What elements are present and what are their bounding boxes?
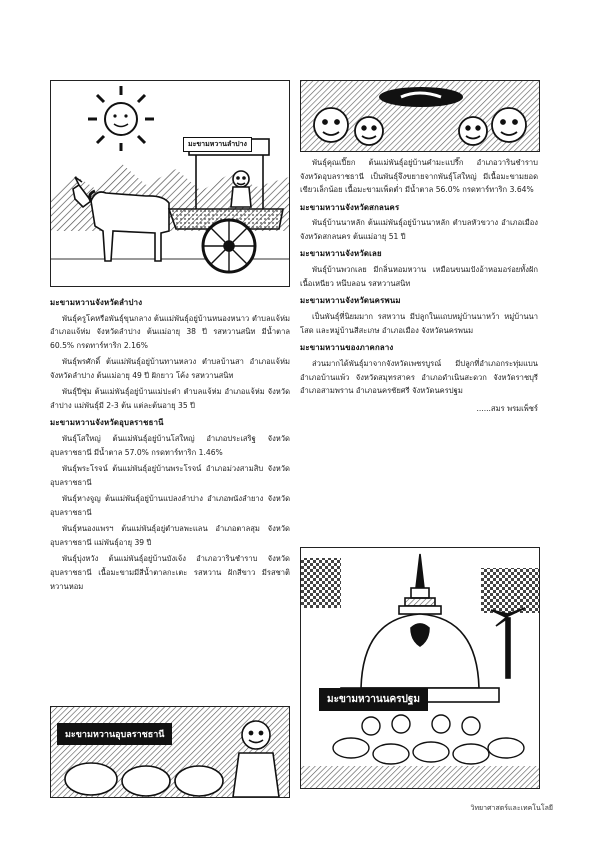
ubon-drawing [51,707,289,797]
section-heading: มะขามหวานจังหวัดอุบลราชธานี [50,418,164,428]
paragraph: พันธุ์บ้านพวกเลย มีกลิ่นหอมหวาน เหมือนขนมปังอ้าหอมอร่อยทั้งฝัก เนื้อเหนียว หนึบลอน รสหวานสนิท [300,265,538,288]
illustration-smiling-faces [300,80,540,152]
sun-icon [88,86,154,151]
paragraph: พันธุ์พรศักดิ์ ต้นแม่พันธุ์อยู่บ้านทานหลวง ตำบลบ้านสา อำเภอแจ้ห่ม จังหวัดลำปาง ต้นแม่อายุ 49 ปี ฝักยาว โค้ง รสหวานสนิท [50,357,290,380]
paragraph: ส่วนมากได้พันธุ์มาจากจังหวัดเพชรบูรณ์ มีปลูกที่อำเภอกระทุ่มแบน อำเภอบ้านแพ้ว จังหวัดสมุทรสาคร อำเภอดำเนินสะดวก จังหวัดราชบุรี อำเภอสามพราน อำเภอนครชัยศรี จังหวัดนครปฐม [300,359,538,396]
paragraph: พันธุ์หนองแพรฯ ต้นแม่พันธุ์อยู่ตำบลพะแลน อำเภอตาลสุม จังหวัดอุบลราชธานี แม่พันธุ์อายุ 39 ปี [50,524,290,547]
right-column [300,156,538,415]
section-heading: มะขามหวานจังหวัดลำปาง [50,298,143,307]
section-heading: มะขามหวานจังหวัดเลย [300,249,382,259]
paragraph: เป็นพันธุ์ที่นิยมมาก รสหวาน มีปลูกในแถบหมู่บ้านนาหว้า หมู่บ้านนาโสด และหมู่บ้านสีสะเกษ อำเภอเมือง จังหวัดนครพนม [300,312,538,335]
illustration-lampang-cart [50,80,290,287]
section-heading: มะขามหวานจังหวัดนครพนม [300,296,401,306]
horse-cart-drawing [51,81,289,286]
illustration-nakhon-pathom-stupa [300,547,540,789]
stupa-drawing [301,548,539,788]
paragraph: พันธุ์ครูโคหรือพันธุ์ขุนกลาง ต้นแม่พันธุ์อยู่บ้านหนองหนาว ตำบลแจ้ห่ม อำเภอแจ้ห่ม จังหวัดลำปาง ต้นแม่อายุ 38 ปี รสหวานสนิท มีน้ำตาล 60.5% กรดทาร์ทาริก 2.16% [50,313,290,350]
paragraph: พันธุ์บ้านนาหลัก ต้นแม่พันธุ์อยู่บ้านนาหลัก ตำบลหัวขวาง อำเภอเมือง จังหวัดสกลนคร ต้นแม่อายุ 51 ปี [300,218,538,241]
author-signature: ......สมร พรมเพ็ชร์ [476,403,538,413]
section-heading: มะขามหวานของภาคกลาง [300,343,394,353]
section-heading: มะขามหวานจังหวัดสกลนคร [300,202,400,212]
paragraph: พันธุ์บุ่งหวัง ต้นแม่พันธุ์อยู่บ้านบังเจ้ง อำเภอวารินชำราบ จังหวัดอุบลราชธานี เนื้อมะขามมีสีน้ำตาลกะเตะ รสหวาน ฝักสีขาว มีรสชาติหวานหอม [50,554,290,591]
paragraph: พันธุ์โสใหญ่ ต้นแม่พันธุ์อยู่บ้านโสใหญ่ อำเภอประเสริฐ จังหวัดอุบลราชธานี มีน้ำตาล 57.0% กรดทาร์ทาริก 1.46% [50,434,290,457]
cart-sign: มะขามหวานลำปาง [183,137,252,152]
paragraph: พันธุ์ปีชุ่ม ต้นแม่พันธุ์อยู่บ้านแม่ปะต๋า ตำบลแจ้ห่ม อำเภอแจ้ห่ม จังหวัดลำปาง แม่พันธุ์มี 2-3 ต้น แต่ละต้นอายุ 35 ปี [50,387,290,410]
stupa-banner: มะขามหวานนครปฐม [319,688,428,711]
sack-icon [65,763,223,796]
illustration-ubon-banner [50,706,290,798]
paragraph: พันธุ์คุณเปี๊ยก ต้นแม่พันธุ์อยู่บ้านคำมะแปรี๊ก อำเภอวารินชำราบ จังหวัดอุบลราชธานี เป็นพันธุ์จึงขยายจากพันธุ์โสใหญ่ มีเนื้อมะขามยอดเขียวเล็กน้อย เนื้อมะขามเพ็ดต่ำ มีน้ำตาล 56.0% กรดทาร์ทาริก 3.64% [300,158,538,195]
faces-drawing [301,81,539,151]
paragraph: พันธุ์หางจูญ ต้นแม่พันธุ์อยู่บ้านแปลงลำปาง อำเภอพนังลำยาง จังหวัดอุบลราชธานี [50,494,290,517]
ubon-banner-text: มะขามหวานอุบลราชธานี [57,723,172,745]
paragraph: พันธุ์พระโรจน์ ต้นแม่พันธุ์อยู่บ้านพระโรจน์ อำเภอม่วงสามสิบ จังหวัดอุบลราชธานี [50,464,290,487]
page-footer: วิทยาศาสตร์และเทคโนโลยี [470,804,553,812]
left-column [50,292,290,596]
